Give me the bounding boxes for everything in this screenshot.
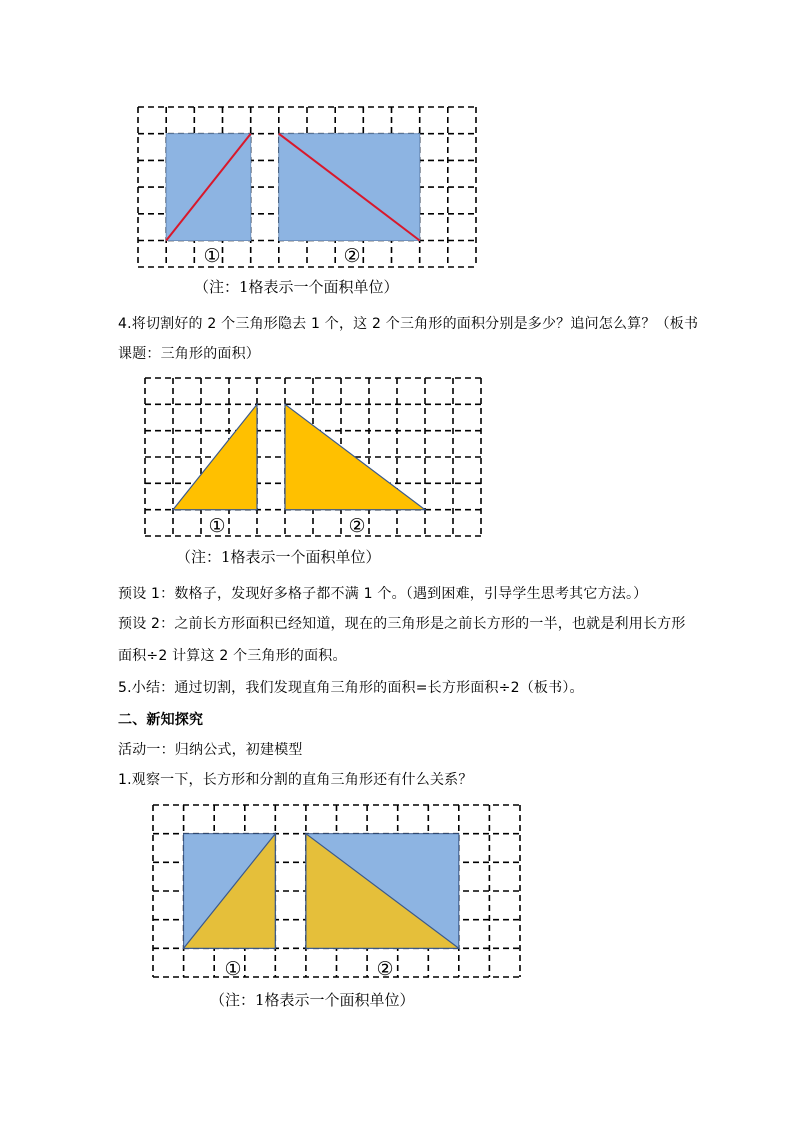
figure-2-caption: （注：1格表示一个面积单位） [176, 548, 381, 566]
figure-3-label-2: ② [376, 958, 394, 980]
preset-2-line-2: 面积÷2 计算这 2 个三角形的面积。 [118, 648, 347, 664]
summary: 5.小结：通过切割，我们发现直角三角形的面积=长方形面积÷2（板书）。 [118, 680, 584, 696]
section-2-heading: 二、新知探究 [118, 712, 204, 728]
preset-2-line-1: 预设 2：之前长方形面积已经知道，现在的三角形是之前长方形的一半，也就是利用长方形 [118, 616, 686, 632]
question-4-line-1: 4.将切割好的 2 个三角形隐去 1 个，这 2 个三角形的面积分别是多少？追问怎么算？（板书 [118, 316, 699, 332]
figure-1-label-1: ① [203, 245, 221, 267]
figure-1-label-2: ② [343, 245, 361, 267]
question-1: 1.观察一下，长方形和分割的直角三角形还有什么关系？ [118, 772, 473, 788]
question-4-line-2: 课题：三角形的面积） [118, 346, 260, 362]
figure-3-caption: （注：1格表示一个面积单位） [210, 991, 415, 1009]
activity-1: 活动一：归纳公式，初建模型 [118, 742, 303, 758]
figure-2-label-1: ① [208, 515, 226, 537]
figure-3-label-1: ① [224, 958, 242, 980]
preset-1: 预设 1：数格子，发现好多格子都不满 1 个。（遇到困难，引导学生思考其它方法。） [118, 586, 648, 602]
figure-2-label-2: ② [348, 515, 366, 537]
figure-1-caption: （注：1格表示一个面积单位） [194, 278, 399, 296]
